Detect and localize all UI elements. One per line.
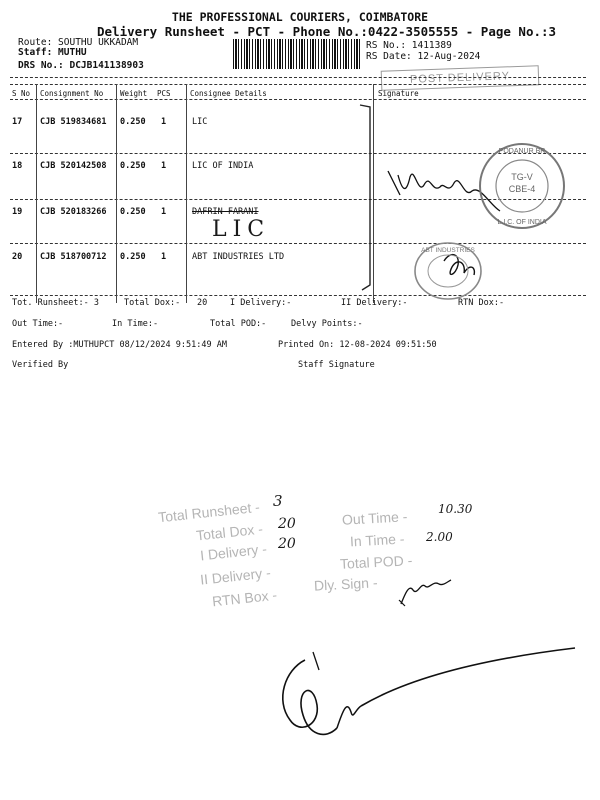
rtn-dox: RTN Dox:- <box>458 298 505 308</box>
divider <box>10 77 586 78</box>
total-dox-value: 20 <box>197 298 208 308</box>
total-dox-label: Total Dox:- <box>124 298 181 308</box>
runsheet-subtitle: Delivery Runsheet - PCT - Phone No.:0422-3505555 - Page No.:3 <box>97 24 557 39</box>
stamp-total-dox: Total Dox - <box>195 520 264 544</box>
row-weight: 0.250 <box>120 207 146 217</box>
hand-in-time: 2.00 <box>426 530 453 544</box>
drs-number: DRS No.: DCJB141138903 <box>18 60 144 71</box>
stamp-dly-sign: Dly. Sign - <box>313 574 378 594</box>
row-consignment: CJB 519834681 <box>40 117 107 127</box>
stamp-out-time: Out Time - <box>341 508 408 528</box>
rs-number: RS No.: 1411389 <box>366 40 452 51</box>
stamp-text-cbe: CBE-4 <box>508 184 536 194</box>
row-pcs: 1 <box>161 207 167 217</box>
stamp-text-tg: TG-V <box>511 172 533 182</box>
row-consignment: CJB 520142508 <box>40 161 107 171</box>
in-time: In Time:- <box>112 319 159 329</box>
row-weight: 0.250 <box>120 161 146 171</box>
row-consignee: LIC <box>192 117 208 127</box>
column-divider <box>186 84 187 303</box>
staff-signature <box>265 640 585 750</box>
company-title: THE PROFESSIONAL COURIERS, COIMBATORE <box>171 10 429 24</box>
tot-runsheet: Tot. Runsheet:- 3 <box>12 298 99 308</box>
col-header-signature: Signature <box>378 89 419 98</box>
row-pcs: 1 <box>161 117 167 127</box>
col-header-consignment: Consignment No <box>40 89 104 98</box>
entered-by: Entered By :MUTHUPCT 08/12/2024 9:51:49 AM <box>12 340 227 350</box>
row-consignee: ABT INDUSTRIES LTD <box>192 252 285 262</box>
row-sno: 18 <box>12 161 23 171</box>
out-time: Out Time:- <box>12 319 64 329</box>
stamp-ii-delivery: II Delivery - <box>199 564 272 588</box>
signature-stroke <box>388 171 400 195</box>
row-pcs: 1 <box>161 161 167 171</box>
stamp-in-time: In Time - <box>349 530 405 550</box>
i-delivery: I Delivery:- <box>230 298 292 308</box>
signature-bracket <box>360 105 370 290</box>
dly-sign-scrawl <box>395 570 455 610</box>
route-label: Route: SOUTHU UKKADAM <box>18 37 139 48</box>
column-divider <box>36 84 37 303</box>
col-header-consignee: Consignee Details <box>190 89 267 98</box>
total-pod: Total POD:- <box>210 319 267 329</box>
col-header-pcs: PCS <box>157 89 171 98</box>
row-sno: 19 <box>12 207 23 217</box>
stamp-total-pod: Total POD - <box>339 552 413 572</box>
stamp-text-branch: PODANUR BR <box>498 148 546 155</box>
delvy-points: Delvy Points:- <box>291 319 363 329</box>
barcode <box>233 39 361 69</box>
col-header-sno: S No <box>12 89 31 98</box>
hand-out-time: 10.30 <box>438 502 473 516</box>
row-consignee: DAFRIN FARANI <box>192 207 259 217</box>
ii-delivery: II Delivery:- <box>341 298 408 308</box>
stamp-total-runsheet: Total Runsheet - <box>157 498 261 526</box>
row-consignment: CJB 520183266 <box>40 207 107 217</box>
hand-total-dox: 20 <box>278 516 296 532</box>
post-delivery-stamp: POST DELIVERY <box>381 65 540 91</box>
abt-stamp <box>412 240 484 302</box>
verified-by: Verified By <box>12 360 69 370</box>
printed-on: Printed On: 12-08-2024 09:51:50 <box>278 340 437 350</box>
row-sno: 20 <box>12 252 23 262</box>
staff-signature-label: Staff Signature <box>298 360 375 370</box>
column-divider <box>116 84 117 303</box>
row-sno: 17 <box>12 117 23 127</box>
hand-total-runsheet: 3 <box>273 492 283 510</box>
lic-stamp <box>476 140 568 232</box>
row-weight: 0.250 <box>120 252 146 262</box>
row-consignment: CJB 518700712 <box>40 252 107 262</box>
stamp-rtn-box: RTN Box - <box>211 586 278 610</box>
handwritten-consignee: LIC <box>212 217 271 242</box>
stamp-text-abt: ABT INDUSTRIES <box>421 247 475 254</box>
row-consignee: LIC OF INDIA <box>192 161 254 171</box>
stamp-i-delivery: I Delivery - <box>199 540 268 564</box>
row-weight: 0.250 <box>120 117 146 127</box>
col-header-weight: Weight <box>120 89 148 98</box>
row-pcs: 1 <box>161 252 167 262</box>
divider <box>10 84 586 85</box>
rs-date: RS Date: 12-Aug-2024 <box>366 51 481 62</box>
staff-label: Staff: MUTHU <box>18 47 87 58</box>
hand-i-delivery: 20 <box>278 536 296 552</box>
stamp-text-lic: L.I.C. OF INDIA <box>497 219 547 226</box>
